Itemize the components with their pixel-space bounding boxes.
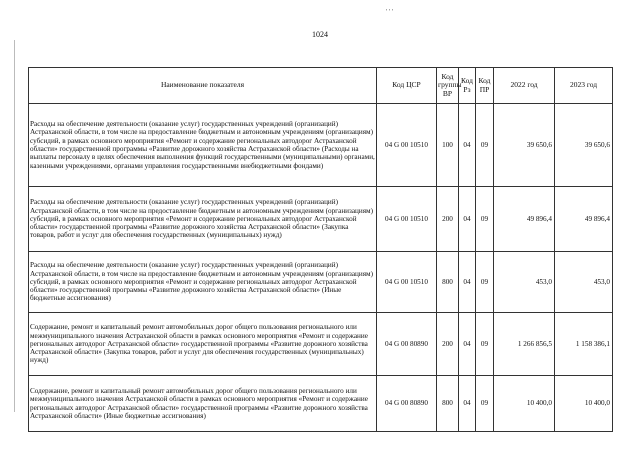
row-rz: 04 (459, 252, 476, 313)
budget-table (28, 67, 613, 432)
row-csr: 04 G 00 10510 (377, 187, 437, 252)
row-2023: 10 400,0 (555, 376, 613, 432)
row-name: Расходы на обеспечение деятельности (оказание услуг) государственных учреждений (организаций) Астраханской области, в том числе на предоставление бюджетным и автономным учреждениям (организациям) субсидий, в рамках основного мероприятия «Ремонт и содержание региональных автодорог Астраханской области» государственной программы «Развитие дорожного хозяйства Астраханской области» (Закупка товаров, работ и услуг для обеспечения государственных (муниципальных) нужд) (29, 187, 377, 252)
row-2022: 39 650,6 (494, 104, 555, 187)
page-number: 1024 (312, 30, 328, 39)
row-vr: 200 (437, 187, 459, 252)
row-pr: 09 (476, 187, 494, 252)
row-csr: 04 G 00 10510 (377, 104, 437, 187)
corner-mark: ' ' ' (386, 8, 394, 16)
header-csr: Код ЦСР (377, 68, 437, 104)
row-2022: 49 896,4 (494, 187, 555, 252)
row-2023: 1 158 386,1 (555, 313, 613, 376)
table-row (29, 313, 613, 376)
table-row (29, 187, 613, 252)
table-row (29, 376, 613, 432)
header-2022: 2022 год (494, 68, 555, 104)
row-pr: 09 (476, 104, 494, 187)
row-name: Содержание, ремонт и капитальный ремонт автомобильных дорог общего пользования регионального или межмуниципального значения Астраханской области в рамках основного мероприятия «Ремонт и содержание региональных автодорог Астраханской области» государственной программы «Развитие дорожного хозяйства Астраханской области» (Закупка товаров, работ и услуг для обеспечения государственных (муниципальных) нужд) (29, 313, 377, 376)
row-rz: 04 (459, 187, 476, 252)
row-2023: 49 896,4 (555, 187, 613, 252)
row-vr: 100 (437, 104, 459, 187)
row-2022: 10 400,0 (494, 376, 555, 432)
row-pr: 09 (476, 376, 494, 432)
header-name: Наименование показателя (29, 68, 377, 104)
header-pr: Код ПР (476, 68, 494, 104)
table-row (29, 252, 613, 313)
row-csr: 04 G 00 80890 (377, 313, 437, 376)
row-rz: 04 (459, 104, 476, 187)
row-2022: 1 266 856,5 (494, 313, 555, 376)
row-csr: 04 G 00 10510 (377, 252, 437, 313)
row-name: Расходы на обеспечение деятельности (оказание услуг) государственных учреждений (организаций) Астраханской области, в том числе на предоставление бюджетным и автономным учреждениям (организациям) субсидий, в рамках основного мероприятия «Ремонт и содержание региональных автодорог Астраханской области» государственной программы «Развитие дорожного хозяйства Астраханской области» (Расходы на выплаты персоналу в целях обеспечения выполнения функций государственными (муниципальными) органами, казенными учреждениями, органами управления государственными внебюджетными фондами) (29, 104, 377, 187)
table-row (29, 104, 613, 187)
row-vr: 800 (437, 376, 459, 432)
row-2023: 453,0 (555, 252, 613, 313)
header-2023: 2023 год (555, 68, 613, 104)
row-csr: 04 G 00 80890 (377, 376, 437, 432)
row-2023: 39 650,6 (555, 104, 613, 187)
row-pr: 09 (476, 313, 494, 376)
row-rz: 04 (459, 376, 476, 432)
row-name: Расходы на обеспечение деятельности (оказание услуг) государственных учреждений (организаций) Астраханской области, в том числе на предоставление бюджетным и автономным учреждениям (организациям) субсидий, в рамках основного мероприятия «Ремонт и содержание региональных автодорог Астраханской области» государственной программы «Развитие дорожного хозяйства Астраханской области» (Иные бюджетные ассигнования) (29, 252, 377, 313)
table-header-row (29, 68, 613, 104)
header-vr: Код группы ВР (437, 68, 459, 104)
scan-edge-line (14, 40, 15, 412)
row-vr: 200 (437, 313, 459, 376)
row-vr: 800 (437, 252, 459, 313)
row-2022: 453,0 (494, 252, 555, 313)
row-name: Содержание, ремонт и капитальный ремонт автомобильных дорог общего пользования регионального или межмуниципального значения Астраханской области в рамках основного мероприятия «Ремонт и содержание региональных автодорог Астраханской области» государственной программы «Развитие дорожного хозяйства Астраханской области» (Иные бюджетные ассигнования) (29, 376, 377, 432)
row-rz: 04 (459, 313, 476, 376)
row-pr: 09 (476, 252, 494, 313)
header-rz: Код Рз (459, 68, 476, 104)
